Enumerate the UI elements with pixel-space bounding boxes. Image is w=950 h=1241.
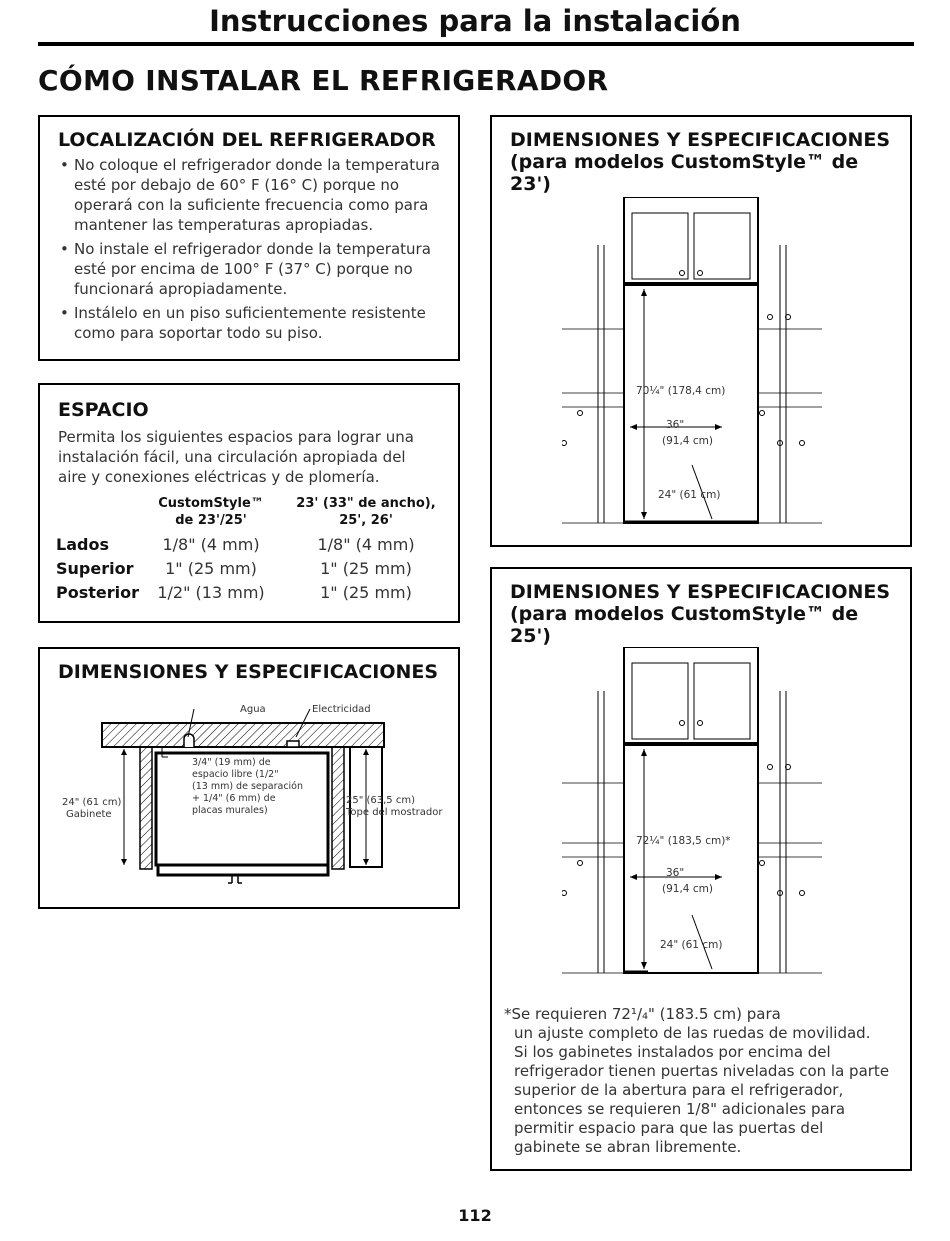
header-rule	[38, 42, 914, 46]
row-label-top: Superior	[56, 559, 134, 578]
col1-header: CustomStyle™ de 23'/25'	[158, 496, 264, 528]
label-counter-dim: 25" (63,5 cm)	[346, 795, 415, 806]
space-title: ESPACIO	[58, 399, 149, 421]
row-label-sides: Lados	[56, 535, 109, 554]
row-label-rear: Posterior	[56, 583, 139, 602]
height-23: 70¹⁄₄" (178,4 cm)	[636, 385, 726, 397]
width-25-cm: (91,4 cm)	[662, 883, 713, 895]
label-water: Agua	[240, 704, 266, 715]
location-bullet: • Instálelo en un piso suficientemente resistente como para soportar todo su piso.	[58, 303, 442, 343]
row-value: 1/8" (4 mm)	[162, 535, 260, 554]
dimensions-25-subtitle: (para modelos CustomStyle™ de 25')	[510, 603, 859, 647]
dimensions-25-note: *Se requieren 72¹/₄" (183.5 cm) para un ajuste completo de las ruedas de movilidad. Si los gabinetes instalados por encima del refrigerador tienen puertas niveladas con la parte superior de la abertura para el refrigerador, entonces se requieren 1/8" adicionales para permitir espacio para que las puertas del gabinete se abran libremente.	[504, 1005, 890, 1156]
row-value: 1" (25 mm)	[320, 583, 412, 602]
location-bullet: • No instale el refrigerador donde la temperatura esté por encima de 100° F (37° C) porque no funcionará apropiadamente.	[58, 239, 442, 299]
height-25: 72¹⁄₄" (183,5 cm)*	[636, 835, 731, 847]
location-box	[38, 115, 460, 361]
label-electric: Electricidad	[312, 704, 371, 715]
width-25: 36"	[666, 867, 685, 879]
dimensions-top-view-box	[38, 647, 460, 909]
location-bullet: • No coloque el refrigerador donde la temperatura esté por debajo de 60° F (16° C) porque no operará con la suficiente frecuencia como para mantener las temperaturas apropiadas.	[58, 155, 442, 235]
width-23: 36"	[666, 419, 685, 431]
clearance-note: 3/4" (19 mm) de espacio libre (1/2" (13 mm) de separación + 1/4" (6 mm) de placas murales)	[192, 757, 304, 816]
row-value: 1" (25 mm)	[320, 559, 412, 578]
location-title: LOCALIZACIÓN DEL REFRIGERADOR	[58, 129, 436, 151]
space-intro: Permita los siguientes espacios para lograr una instalación fácil, una circulación apropiada del aire y conexiones eléctricas y de plomería.	[58, 428, 414, 486]
row-value: 1/8" (4 mm)	[317, 535, 415, 554]
clearance-table	[56, 495, 446, 615]
dimensions-23-box	[490, 115, 912, 547]
depth-25: 24" (61 cm)	[660, 939, 723, 951]
row-value: 1" (25 mm)	[165, 559, 257, 578]
dimensions-23-title: DIMENSIONES Y ESPECIFICACIONES	[510, 129, 891, 151]
refrigerator-23-diagram	[562, 197, 822, 537]
page-header: Instrucciones para la instalación	[209, 4, 741, 38]
page-number: 112	[458, 1206, 492, 1225]
location-bullets	[58, 155, 442, 343]
label-cabinet: Gabinete	[66, 809, 112, 820]
main-title: CÓMO INSTALAR EL REFRIGERADOR	[38, 64, 609, 97]
width-23-cm: (91,4 cm)	[662, 435, 713, 447]
dimensions-top-title: DIMENSIONES Y ESPECIFICACIONES	[58, 661, 439, 683]
dimensions-25-title: DIMENSIONES Y ESPECIFICACIONES	[510, 581, 891, 603]
dimensions-25-box	[490, 567, 912, 1171]
space-box	[38, 383, 460, 623]
row-value: 1/2" (13 mm)	[157, 583, 265, 602]
refrigerator-25-diagram	[562, 647, 822, 987]
label-counter: Tope del mostrador	[346, 807, 443, 818]
dimensions-23-subtitle: (para modelos CustomStyle™ de 23')	[510, 151, 859, 195]
depth-23: 24" (61 cm)	[658, 489, 721, 501]
label-cabinet-dim: 24" (61 cm)	[62, 797, 122, 808]
col2-header: 23' (33" de ancho), 25', 26'	[296, 496, 436, 528]
